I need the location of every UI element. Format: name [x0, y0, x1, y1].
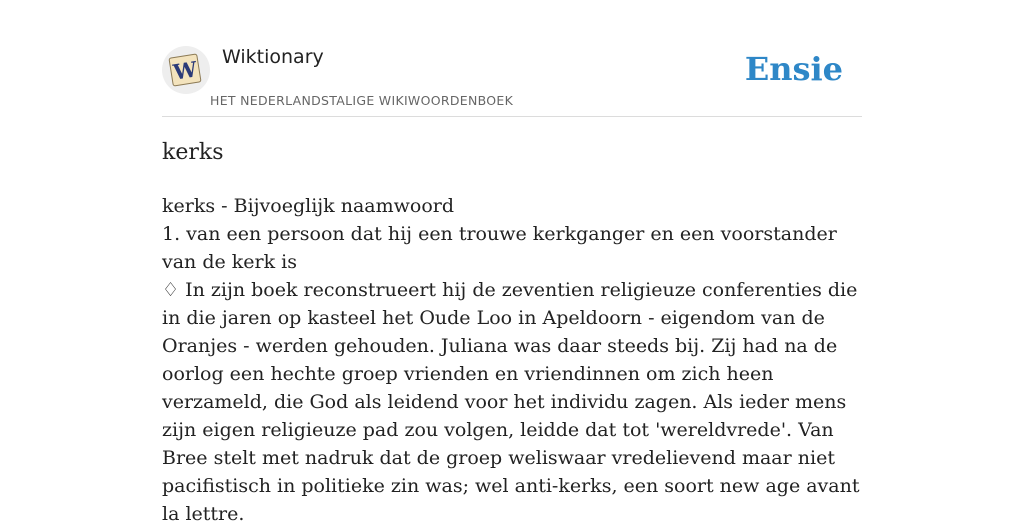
- example-sentence: ♢ In zijn boek reconstrueert hij de zeventien religieuze conferenties die in die jaren op kasteel het Oude Loo in Apeldoorn - eigendom van de Oranjes - werden gehouden. Juliana was daar steeds bij. Zij had na de oorlog een hechte groep vrienden en vriendinnen om zich heen verzameld, die God als leidend voor het individu zagen. Als ieder mens zijn eigen religieuze pad zou volgen, leidde dat tot 'wereldvrede'. Van Bree stelt met nadruk dat de groep weliswaar vredelievend maar niet pacifistisch in politieke zin was; wel anti-kerks, een soort new age avant la lettre.: [162, 279, 860, 525]
- header: [162, 0, 862, 117]
- entry-content: [162, 192, 864, 528]
- brand-logo[interactable]: Ensie: [744, 50, 843, 88]
- word-type-line: kerks - Bijvoeglijk naamwoord: [162, 195, 455, 217]
- page: [162, 0, 862, 525]
- definition: 1. van een persoon dat hij een trouwe kerkganger en een voorstander van de kerk is: [162, 223, 837, 273]
- site-tagline: HET NEDERLANDSTALIGE WIKIWOORDENBOEK: [210, 93, 514, 108]
- svg-text:W: W: [171, 56, 199, 85]
- page-title: kerks: [162, 140, 224, 165]
- site-name[interactable]: Wiktionary: [222, 46, 324, 68]
- site-logo[interactable]: [162, 46, 210, 94]
- wiktionary-w-tile-icon: [168, 53, 202, 87]
